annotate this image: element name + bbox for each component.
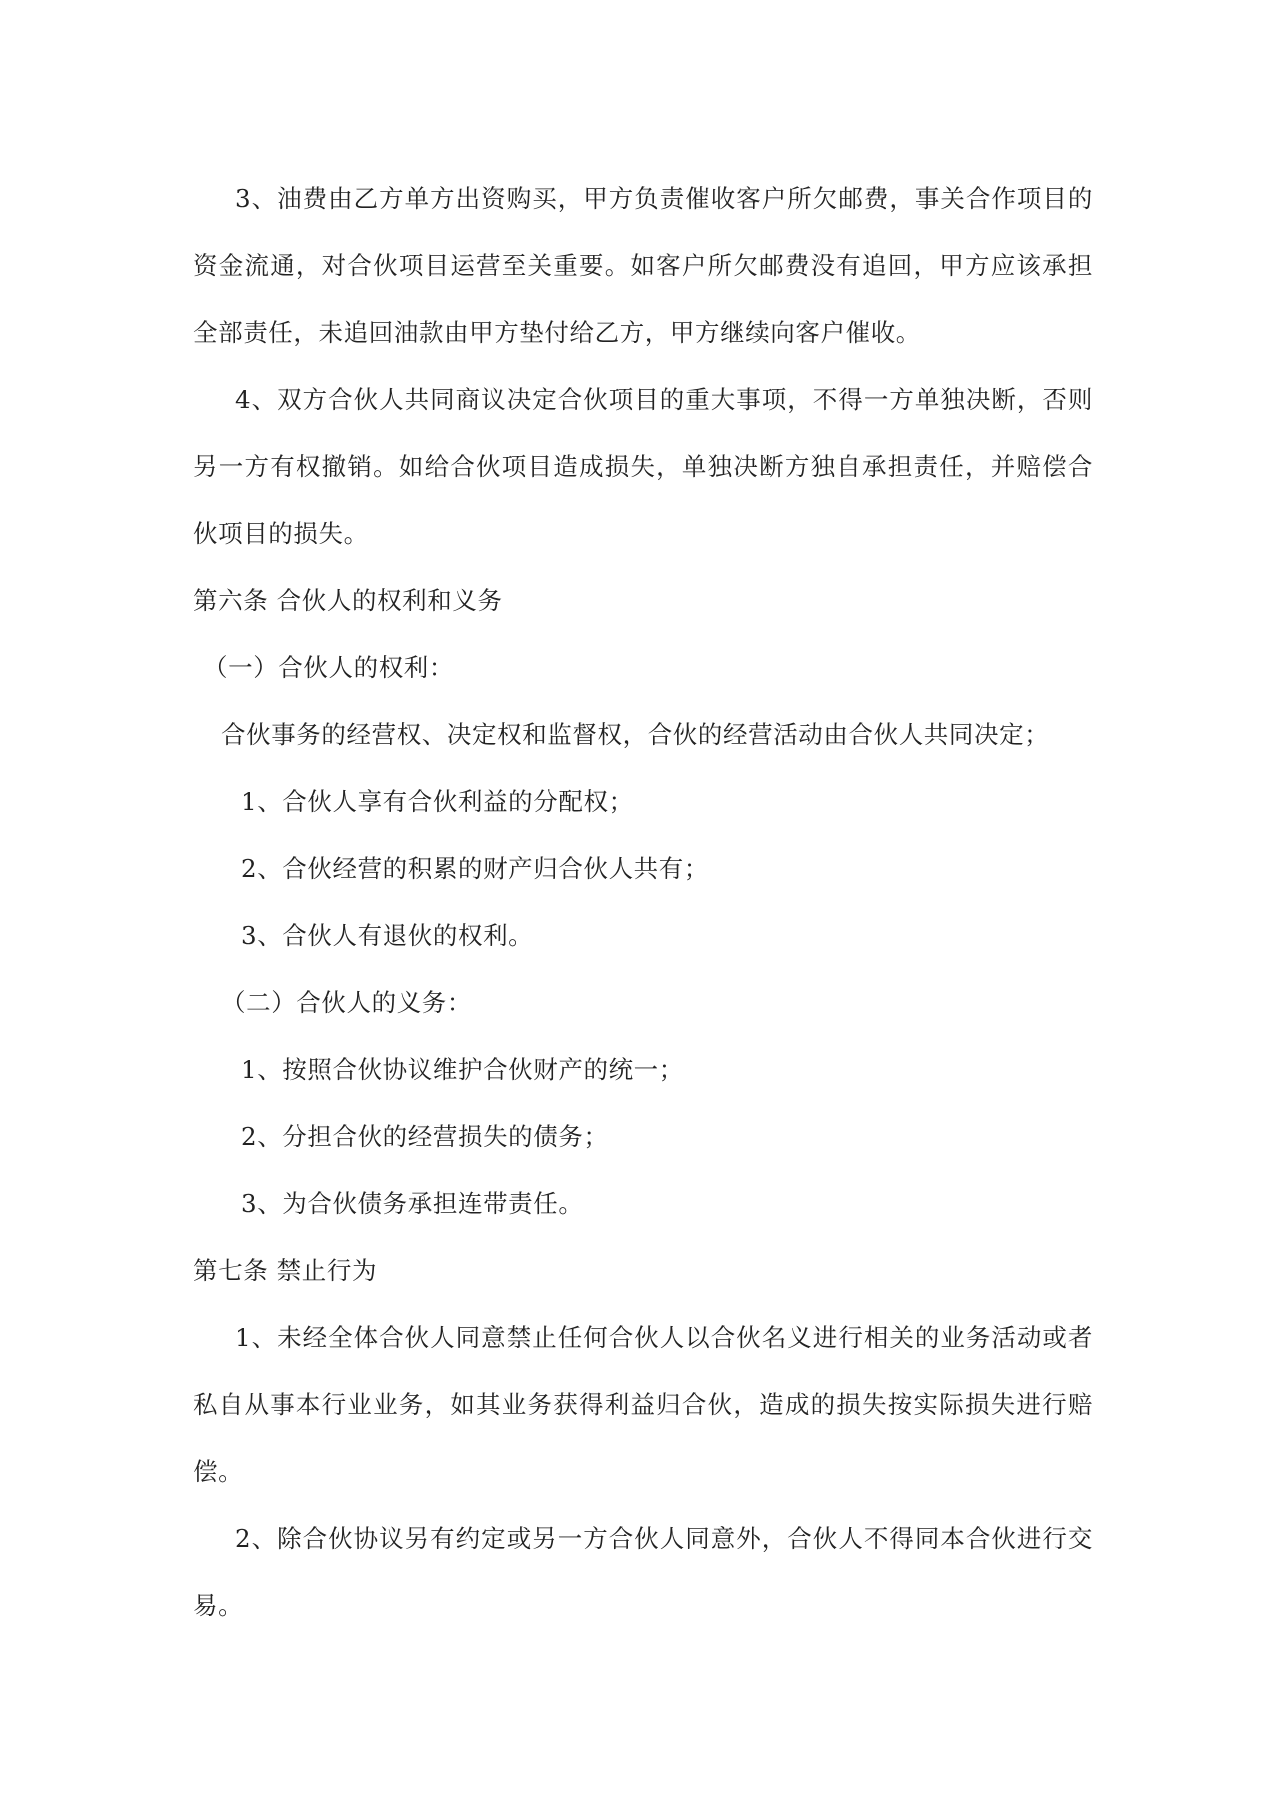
section-duties-heading: （二）合伙人的义务： [221, 988, 472, 1017]
article-seven-heading: 第七条 禁止行为 [193, 1256, 378, 1285]
list-item-duty-2: 2、分担合伙的经营损失的债务； [241, 1122, 609, 1151]
paragraph-rights-summary: 合伙事务的经营权、决定权和监督权，合伙的经营活动由合伙人共同决定； [221, 720, 1050, 749]
list-item-right-3: 3、合伙人有退伙的权利。 [241, 921, 534, 950]
list-item-duty-1: 1、按照合伙协议维护合伙财产的统一； [241, 1055, 684, 1084]
article-six-heading: 第六条 合伙人的权利和义务 [193, 586, 503, 615]
document-body [193, 165, 1093, 1639]
list-item-right-1: 1、合伙人享有合伙利益的分配权； [241, 787, 634, 816]
paragraph-major-matters: 4、双方合伙人共同商议决定合伙项目的重大事项，不得一方单独决断，否则另一方有权撤销。如给合伙项目造成损失，单独决断方独自承担责任，并赔偿合伙项目的损失。 [193, 385, 1093, 548]
paragraph-prohibition-1: 1、未经全体合伙人同意禁止任何合伙人以合伙名义进行相关的业务活动或者私自从事本行业业务，如其业务获得利益归合伙，造成的损失按实际损失进行赔偿。 [193, 1323, 1093, 1486]
paragraph-oil-fee: 3、油费由乙方单方出资购买，甲方负责催收客户所欠邮费，事关合作项目的资金流通，对合伙项目运营至关重要。如客户所欠邮费没有追回，甲方应该承担全部责任，未追回油款由甲方垫付给乙方，甲方继续向客户催收。 [193, 184, 1093, 347]
section-rights-heading: （一）合伙人的权利： [203, 653, 454, 682]
list-item-right-2: 2、合伙经营的积累的财产归合伙人共有； [241, 854, 709, 883]
paragraph-prohibition-2: 2、除合伙协议另有约定或另一方合伙人同意外，合伙人不得同本合伙进行交易。 [193, 1524, 1093, 1620]
list-item-duty-3: 3、为合伙债务承担连带责任。 [241, 1189, 584, 1218]
